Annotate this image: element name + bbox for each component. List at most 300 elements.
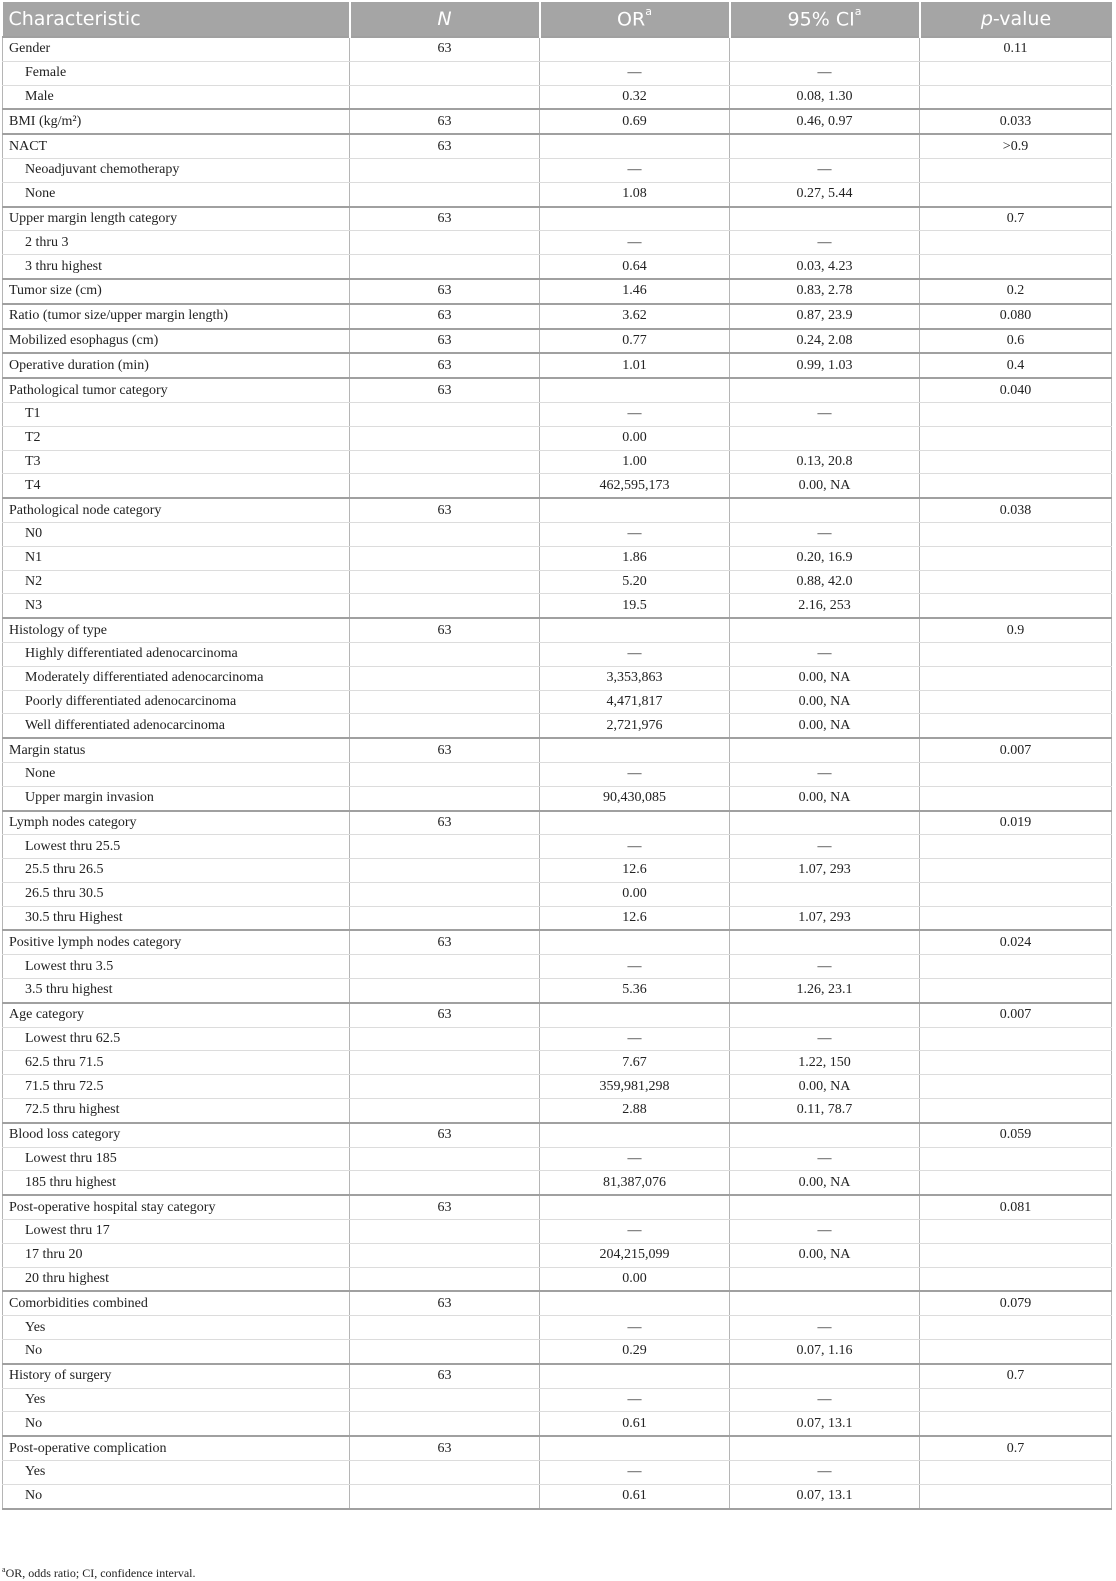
table-subrow: [3, 906, 1112, 930]
header-p-value: p-value: [920, 2, 1112, 37]
row-characteristic: N3: [3, 594, 350, 618]
row-odds-ratio: 359,981,298: [540, 1075, 730, 1099]
row-n: 63: [350, 618, 540, 642]
row-n: [350, 1388, 540, 1412]
row-characteristic: Yes: [3, 1461, 350, 1485]
row-n: [350, 1147, 540, 1171]
row-n: 63: [350, 738, 540, 762]
row-confidence-interval: 0.00, NA: [730, 690, 920, 714]
table-row: [3, 1291, 1112, 1315]
row-n: [350, 182, 540, 206]
row-confidence-interval: [730, 618, 920, 642]
row-characteristic: 185 thru highest: [3, 1171, 350, 1195]
row-n: [350, 835, 540, 859]
row-confidence-interval: [730, 930, 920, 954]
row-p-value: 0.040: [920, 378, 1112, 402]
row-confidence-interval: 0.00, NA: [730, 714, 920, 738]
row-p-value: [920, 594, 1112, 618]
row-confidence-interval: —: [730, 1220, 920, 1244]
row-n: 63: [350, 498, 540, 522]
header-characteristic: Characteristic: [3, 2, 350, 37]
row-n: 63: [350, 109, 540, 134]
row-odds-ratio: 4,471,817: [540, 690, 730, 714]
row-characteristic: History of surgery: [3, 1364, 350, 1388]
row-n: [350, 979, 540, 1003]
row-n: [350, 474, 540, 498]
row-p-value: 0.080: [920, 304, 1112, 329]
row-p-value: [920, 714, 1112, 738]
row-confidence-interval: 0.08, 1.30: [730, 85, 920, 109]
table-subrow: [3, 1316, 1112, 1340]
row-confidence-interval: 0.00, NA: [730, 1075, 920, 1099]
row-characteristic: Poorly differentiated adenocarcinoma: [3, 690, 350, 714]
row-n: 63: [350, 1123, 540, 1147]
table-row: [3, 1195, 1112, 1219]
row-characteristic: Yes: [3, 1316, 350, 1340]
row-confidence-interval: —: [730, 1316, 920, 1340]
row-characteristic: Age category: [3, 1003, 350, 1027]
row-p-value: 0.7: [920, 207, 1112, 231]
row-n: [350, 1340, 540, 1364]
row-n: 63: [350, 811, 540, 835]
table-row: [3, 1364, 1112, 1388]
row-odds-ratio: 12.6: [540, 859, 730, 883]
table-row: [3, 930, 1112, 954]
table-row: [3, 498, 1112, 522]
row-p-value: [920, 835, 1112, 859]
row-characteristic: N2: [3, 570, 350, 594]
row-confidence-interval: 1.26, 23.1: [730, 979, 920, 1003]
row-odds-ratio: 1.46: [540, 279, 730, 304]
row-characteristic: 62.5 thru 71.5: [3, 1051, 350, 1075]
row-n: [350, 1412, 540, 1436]
row-odds-ratio: —: [540, 1147, 730, 1171]
row-characteristic: Histology of type: [3, 618, 350, 642]
row-p-value: [920, 642, 1112, 666]
row-n: [350, 1484, 540, 1508]
row-p-value: [920, 231, 1112, 255]
row-p-value: [920, 1461, 1112, 1485]
table-subrow: [3, 690, 1112, 714]
row-odds-ratio: 2,721,976: [540, 714, 730, 738]
row-p-value: [920, 1220, 1112, 1244]
row-p-value: 0.2: [920, 279, 1112, 304]
row-characteristic: Mobilized esophagus (cm): [3, 329, 350, 354]
row-odds-ratio: [540, 1291, 730, 1315]
row-confidence-interval: 0.27, 5.44: [730, 182, 920, 206]
row-characteristic: Highly differentiated adenocarcinoma: [3, 642, 350, 666]
row-p-value: [920, 85, 1112, 109]
row-n: [350, 762, 540, 786]
table-subrow: [3, 859, 1112, 883]
row-confidence-interval: —: [730, 835, 920, 859]
row-n: [350, 882, 540, 906]
row-characteristic: No: [3, 1412, 350, 1436]
row-confidence-interval: [730, 37, 920, 61]
row-characteristic: Lowest thru 185: [3, 1147, 350, 1171]
table-subrow: [3, 1051, 1112, 1075]
row-odds-ratio: [540, 1364, 730, 1388]
row-confidence-interval: 0.13, 20.8: [730, 450, 920, 474]
table-subrow: [3, 182, 1112, 206]
row-p-value: 0.007: [920, 738, 1112, 762]
row-n: [350, 85, 540, 109]
row-characteristic: 3.5 thru highest: [3, 979, 350, 1003]
row-confidence-interval: [730, 738, 920, 762]
table-subrow: [3, 255, 1112, 279]
table-subrow: [3, 450, 1112, 474]
row-characteristic: Yes: [3, 1388, 350, 1412]
row-n: [350, 1243, 540, 1267]
row-characteristic: Lymph nodes category: [3, 811, 350, 835]
table-subrow: [3, 1267, 1112, 1291]
table-row: [3, 109, 1112, 134]
row-characteristic: 71.5 thru 72.5: [3, 1075, 350, 1099]
row-p-value: 0.038: [920, 498, 1112, 522]
row-characteristic: NACT: [3, 134, 350, 158]
row-odds-ratio: 0.69: [540, 109, 730, 134]
row-p-value: >0.9: [920, 134, 1112, 158]
row-n: [350, 1075, 540, 1099]
row-confidence-interval: [730, 1436, 920, 1460]
row-confidence-interval: [730, 811, 920, 835]
row-characteristic: Pathological tumor category: [3, 378, 350, 402]
row-odds-ratio: 0.61: [540, 1412, 730, 1436]
row-confidence-interval: 1.07, 293: [730, 906, 920, 930]
row-odds-ratio: —: [540, 1027, 730, 1051]
row-n: [350, 158, 540, 182]
row-n: [350, 231, 540, 255]
row-confidence-interval: 0.11, 78.7: [730, 1099, 920, 1123]
row-n: [350, 1171, 540, 1195]
table-row: [3, 304, 1112, 329]
row-p-value: [920, 450, 1112, 474]
row-confidence-interval: 0.00, NA: [730, 474, 920, 498]
table-subrow: [3, 762, 1112, 786]
table-row: [3, 1123, 1112, 1147]
row-odds-ratio: [540, 37, 730, 61]
row-odds-ratio: 81,387,076: [540, 1171, 730, 1195]
row-n: 63: [350, 1195, 540, 1219]
row-n: [350, 61, 540, 85]
row-characteristic: BMI (kg/m²): [3, 109, 350, 134]
table-subrow: [3, 955, 1112, 979]
row-characteristic: None: [3, 182, 350, 206]
row-characteristic: Male: [3, 85, 350, 109]
row-p-value: 0.081: [920, 1195, 1112, 1219]
row-characteristic: 2 thru 3: [3, 231, 350, 255]
row-characteristic: 25.5 thru 26.5: [3, 859, 350, 883]
row-p-value: [920, 1075, 1112, 1099]
row-odds-ratio: [540, 207, 730, 231]
row-n: 63: [350, 134, 540, 158]
row-p-value: [920, 1027, 1112, 1051]
row-confidence-interval: —: [730, 231, 920, 255]
table-row: [3, 1003, 1112, 1027]
table-subrow: [3, 1027, 1112, 1051]
row-odds-ratio: 3,353,863: [540, 666, 730, 690]
row-p-value: [920, 426, 1112, 450]
row-p-value: 0.024: [920, 930, 1112, 954]
row-odds-ratio: —: [540, 642, 730, 666]
row-n: 63: [350, 1291, 540, 1315]
row-confidence-interval: [730, 1003, 920, 1027]
table-row: [3, 811, 1112, 835]
row-p-value: 0.019: [920, 811, 1112, 835]
row-n: 63: [350, 329, 540, 354]
row-confidence-interval: 0.46, 0.97: [730, 109, 920, 134]
row-p-value: [920, 1340, 1112, 1364]
table-footnote: $^a$OR, odds ratio; CI, confidence interval.: [2, 1565, 196, 1580]
row-n: 63: [350, 353, 540, 378]
row-odds-ratio: [540, 498, 730, 522]
row-confidence-interval: [730, 1364, 920, 1388]
row-p-value: [920, 1051, 1112, 1075]
row-p-value: 0.4: [920, 353, 1112, 378]
row-n: 63: [350, 1436, 540, 1460]
row-odds-ratio: 90,430,085: [540, 786, 730, 810]
row-n: [350, 666, 540, 690]
row-characteristic: Operative duration (min): [3, 353, 350, 378]
row-odds-ratio: 0.64: [540, 255, 730, 279]
row-odds-ratio: —: [540, 1220, 730, 1244]
row-confidence-interval: 1.07, 293: [730, 859, 920, 883]
row-p-value: 0.9: [920, 618, 1112, 642]
row-confidence-interval: —: [730, 1461, 920, 1485]
row-p-value: [920, 1099, 1112, 1123]
row-n: [350, 522, 540, 546]
row-characteristic: Lowest thru 3.5: [3, 955, 350, 979]
row-p-value: [920, 1147, 1112, 1171]
table-row: [3, 1436, 1112, 1460]
row-characteristic: Comorbidities combined: [3, 1291, 350, 1315]
row-n: [350, 1220, 540, 1244]
row-n: [350, 255, 540, 279]
row-characteristic: Neoadjuvant chemotherapy: [3, 158, 350, 182]
row-odds-ratio: 19.5: [540, 594, 730, 618]
row-odds-ratio: —: [540, 762, 730, 786]
row-characteristic: Upper margin length category: [3, 207, 350, 231]
row-confidence-interval: [730, 882, 920, 906]
row-p-value: 0.6: [920, 329, 1112, 354]
row-confidence-interval: [730, 1291, 920, 1315]
row-confidence-interval: —: [730, 762, 920, 786]
row-confidence-interval: 0.99, 1.03: [730, 353, 920, 378]
row-p-value: [920, 1171, 1112, 1195]
row-n: 63: [350, 930, 540, 954]
row-n: 63: [350, 37, 540, 61]
row-characteristic: 30.5 thru Highest: [3, 906, 350, 930]
table-subrow: [3, 426, 1112, 450]
row-odds-ratio: [540, 134, 730, 158]
row-confidence-interval: 0.07, 13.1: [730, 1484, 920, 1508]
table-subrow: [3, 1388, 1112, 1412]
row-p-value: [920, 762, 1112, 786]
row-characteristic: No: [3, 1484, 350, 1508]
row-p-value: [920, 955, 1112, 979]
row-odds-ratio: [540, 618, 730, 642]
header-ci: 95% $CI^a$: [730, 2, 920, 37]
row-n: 63: [350, 207, 540, 231]
row-characteristic: Lowest thru 62.5: [3, 1027, 350, 1051]
row-odds-ratio: 1.08: [540, 182, 730, 206]
row-characteristic: N0: [3, 522, 350, 546]
table-row: [3, 618, 1112, 642]
row-odds-ratio: 3.62: [540, 304, 730, 329]
row-characteristic: 26.5 thru 30.5: [3, 882, 350, 906]
row-characteristic: Lowest thru 17: [3, 1220, 350, 1244]
row-n: [350, 594, 540, 618]
row-odds-ratio: [540, 738, 730, 762]
table-row: [3, 134, 1112, 158]
row-confidence-interval: 0.00, NA: [730, 1243, 920, 1267]
table-row: [3, 37, 1112, 61]
row-characteristic: Well differentiated adenocarcinoma: [3, 714, 350, 738]
row-n: [350, 1027, 540, 1051]
row-p-value: 0.033: [920, 109, 1112, 134]
row-confidence-interval: —: [730, 955, 920, 979]
row-confidence-interval: [730, 1123, 920, 1147]
table-subrow: [3, 158, 1112, 182]
row-odds-ratio: —: [540, 61, 730, 85]
table-subrow: [3, 1340, 1112, 1364]
row-odds-ratio: 0.61: [540, 1484, 730, 1508]
table-header: [3, 2, 1112, 37]
row-odds-ratio: —: [540, 402, 730, 426]
row-n: [350, 546, 540, 570]
row-n: [350, 426, 540, 450]
row-confidence-interval: 0.00, NA: [730, 666, 920, 690]
row-odds-ratio: —: [540, 231, 730, 255]
table-subrow: [3, 1412, 1112, 1436]
row-p-value: [920, 1267, 1112, 1291]
table-body: [3, 37, 1112, 1509]
row-p-value: 0.11: [920, 37, 1112, 61]
row-odds-ratio: —: [540, 955, 730, 979]
row-confidence-interval: 0.07, 13.1: [730, 1412, 920, 1436]
table-subrow: [3, 1484, 1112, 1508]
row-odds-ratio: —: [540, 835, 730, 859]
row-confidence-interval: —: [730, 402, 920, 426]
row-characteristic: T1: [3, 402, 350, 426]
row-characteristic: T4: [3, 474, 350, 498]
table-subrow: [3, 786, 1112, 810]
row-confidence-interval: 2.16, 253: [730, 594, 920, 618]
row-odds-ratio: 0.32: [540, 85, 730, 109]
table-subrow: [3, 546, 1112, 570]
row-confidence-interval: [730, 426, 920, 450]
row-confidence-interval: —: [730, 1027, 920, 1051]
row-p-value: [920, 666, 1112, 690]
row-odds-ratio: 0.00: [540, 1267, 730, 1291]
row-confidence-interval: —: [730, 61, 920, 85]
row-p-value: 0.059: [920, 1123, 1112, 1147]
table-subrow: [3, 594, 1112, 618]
table-subrow: [3, 642, 1112, 666]
row-characteristic: Positive lymph nodes category: [3, 930, 350, 954]
row-confidence-interval: [730, 134, 920, 158]
row-odds-ratio: [540, 930, 730, 954]
row-n: [350, 1099, 540, 1123]
row-characteristic: Upper margin invasion: [3, 786, 350, 810]
row-p-value: 0.007: [920, 1003, 1112, 1027]
row-p-value: [920, 182, 1112, 206]
row-p-value: [920, 474, 1112, 498]
row-odds-ratio: 1.00: [540, 450, 730, 474]
row-n: [350, 450, 540, 474]
table-row: [3, 329, 1112, 354]
row-p-value: [920, 1484, 1112, 1508]
row-p-value: [920, 522, 1112, 546]
row-odds-ratio: 1.01: [540, 353, 730, 378]
table-subrow: [3, 1171, 1112, 1195]
table-subrow: [3, 714, 1112, 738]
row-p-value: [920, 979, 1112, 1003]
table-subrow: [3, 979, 1112, 1003]
row-p-value: [920, 906, 1112, 930]
row-confidence-interval: 0.24, 2.08: [730, 329, 920, 354]
row-characteristic: Post-operative complication: [3, 1436, 350, 1460]
table-row: [3, 279, 1112, 304]
row-odds-ratio: 204,215,099: [540, 1243, 730, 1267]
row-characteristic: Pathological node category: [3, 498, 350, 522]
row-odds-ratio: —: [540, 1461, 730, 1485]
row-odds-ratio: —: [540, 158, 730, 182]
table-subrow: [3, 522, 1112, 546]
row-n: [350, 906, 540, 930]
row-odds-ratio: 0.29: [540, 1340, 730, 1364]
row-characteristic: Tumor size (cm): [3, 279, 350, 304]
row-p-value: 0.7: [920, 1436, 1112, 1460]
table-subrow: [3, 402, 1112, 426]
row-odds-ratio: 12.6: [540, 906, 730, 930]
row-n: 63: [350, 279, 540, 304]
results-table: [2, 2, 1112, 1510]
row-p-value: [920, 402, 1112, 426]
row-n: [350, 714, 540, 738]
row-odds-ratio: 5.36: [540, 979, 730, 1003]
row-characteristic: Lowest thru 25.5: [3, 835, 350, 859]
row-characteristic: 72.5 thru highest: [3, 1099, 350, 1123]
row-odds-ratio: —: [540, 1388, 730, 1412]
row-odds-ratio: 462,595,173: [540, 474, 730, 498]
row-odds-ratio: 5.20: [540, 570, 730, 594]
row-p-value: [920, 1388, 1112, 1412]
row-confidence-interval: 0.00, NA: [730, 786, 920, 810]
row-p-value: [920, 1243, 1112, 1267]
row-confidence-interval: 0.03, 4.23: [730, 255, 920, 279]
row-odds-ratio: [540, 1123, 730, 1147]
row-confidence-interval: 0.20, 16.9: [730, 546, 920, 570]
row-p-value: [920, 255, 1112, 279]
row-characteristic: Blood loss category: [3, 1123, 350, 1147]
table-row: [3, 378, 1112, 402]
row-characteristic: Margin status: [3, 738, 350, 762]
row-p-value: [920, 570, 1112, 594]
row-odds-ratio: 0.00: [540, 426, 730, 450]
row-n: [350, 955, 540, 979]
table-subrow: [3, 1099, 1112, 1123]
row-confidence-interval: —: [730, 1388, 920, 1412]
row-odds-ratio: —: [540, 1316, 730, 1340]
header-or: $OR^a$: [540, 2, 730, 37]
row-confidence-interval: 0.07, 1.16: [730, 1340, 920, 1364]
row-characteristic: Post-operative hospital stay category: [3, 1195, 350, 1219]
row-confidence-interval: [730, 1195, 920, 1219]
table-subrow: [3, 1461, 1112, 1485]
row-confidence-interval: [730, 378, 920, 402]
table-subrow: [3, 231, 1112, 255]
